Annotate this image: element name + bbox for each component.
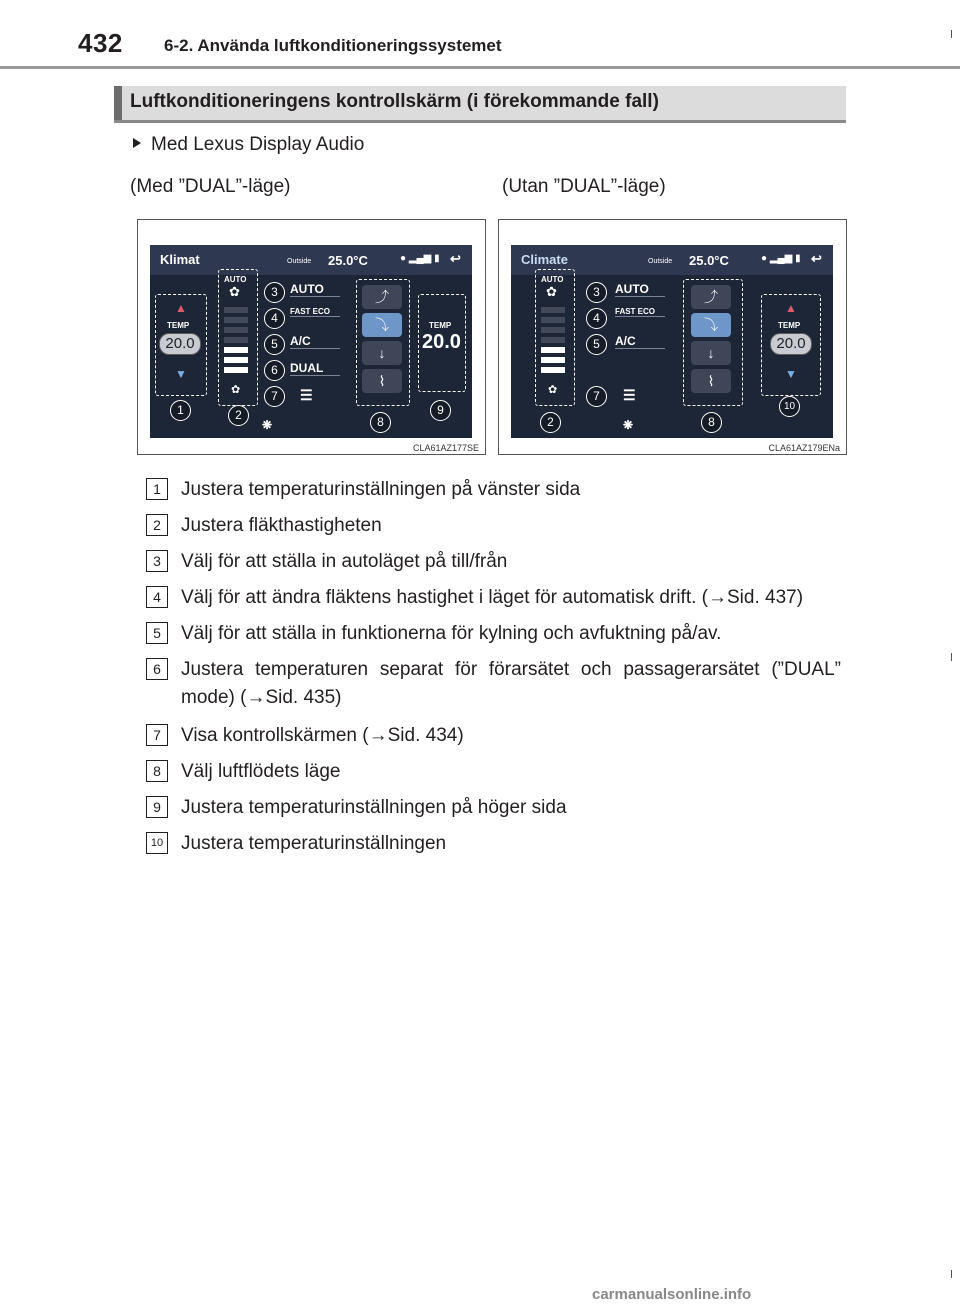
callout: 2 <box>228 405 249 426</box>
fast-eco-button[interactable]: FAST ECO <box>290 307 340 317</box>
screen-title: Climate <box>521 252 568 267</box>
temp-display: 20.0 <box>770 333 812 355</box>
ac-button[interactable]: A/C <box>615 334 665 349</box>
status-icons: ● ▂▄▆ ▮ <box>400 253 440 264</box>
vent-face-feet-icon[interactable]: ⤵ <box>362 313 402 337</box>
outside-temperature: 25.0°C <box>689 253 729 268</box>
status-icons: ● ▂▄▆ ▮ <box>761 253 801 264</box>
vent-face-feet-icon[interactable]: ⤵ <box>691 313 731 337</box>
temp-label: TEMP <box>778 321 801 330</box>
list-item-number: 2 <box>146 514 168 536</box>
callout: 4 <box>264 308 285 329</box>
callout: 8 <box>370 412 391 433</box>
list-item-text: Justera fläkthastigheten <box>181 515 382 536</box>
outside-label: Outside <box>648 258 673 265</box>
vent-face-icon[interactable]: ⤴ <box>362 285 402 309</box>
list-item-text: Välj luftflödets läge <box>181 761 341 782</box>
section-heading <box>114 86 846 123</box>
page-number: 432 <box>78 28 123 58</box>
callout: 9 <box>430 400 451 421</box>
vent-defrost-icon[interactable]: ⌇ <box>362 369 402 393</box>
figure-code: CLA61AZ177SE <box>412 443 479 453</box>
vent-feet-icon[interactable]: ↓ <box>691 341 731 365</box>
header-rule <box>0 66 960 69</box>
rear-defog-icon[interactable]: ❋ <box>262 418 273 432</box>
callout: 7 <box>264 386 285 407</box>
vent-feet-icon[interactable]: ↓ <box>362 341 402 365</box>
fan-level-bar <box>541 357 565 363</box>
temp-up-icon[interactable]: ▲ <box>785 301 797 315</box>
fast-eco-button[interactable]: FAST ECO <box>615 307 665 317</box>
fan-level-bar <box>224 367 248 373</box>
fan-level-bar <box>224 347 248 353</box>
callout: 3 <box>264 282 285 303</box>
outside-temperature: 25.0°C <box>328 253 368 268</box>
list-item-number: 3 <box>146 550 168 572</box>
auto-button[interactable]: AUTO <box>615 282 665 297</box>
fan-level-bars <box>535 305 573 385</box>
fan-small-icon: ✿ <box>548 384 558 396</box>
temp-up-icon[interactable]: ▲ <box>175 301 187 315</box>
section-heading-bar <box>114 86 122 120</box>
list-item-number: 5 <box>146 622 168 644</box>
callout: 1 <box>170 400 191 421</box>
vent-defrost-icon[interactable]: ⌇ <box>691 369 731 393</box>
watermark: carmanualsonline.info <box>592 1286 752 1303</box>
left-temp-display: 20.0 <box>159 333 201 355</box>
fan-level-bar <box>224 337 248 343</box>
fan-level-bar <box>541 327 565 333</box>
fan-auto-label: AUTO <box>224 275 247 284</box>
fan-level-bar <box>541 337 565 343</box>
figure-dual-mode <box>137 219 486 455</box>
fan-level-bar <box>224 357 248 363</box>
fan-level-bar <box>224 317 248 323</box>
climate-screen-no-dual <box>511 245 833 438</box>
list-item-number: 9 <box>146 796 168 818</box>
fan-level-bar <box>224 307 248 313</box>
fan-icon: ✿ <box>229 284 240 299</box>
callout: 5 <box>586 334 607 355</box>
list-item-number: 1 <box>146 478 168 500</box>
crop-mark <box>951 1270 952 1278</box>
list-item-number: 4 <box>146 586 168 608</box>
right-temp-display: 20.0 <box>422 331 461 353</box>
subheading-text: Med Lexus Display Audio <box>151 134 365 155</box>
right-temp-label: TEMP <box>429 321 452 330</box>
figure-no-dual-mode <box>498 219 847 455</box>
fan-icon: ✿ <box>546 284 557 299</box>
list-icon[interactable]: ☰ <box>300 387 313 403</box>
chapter-title: 6-2. Använda luftkonditioneringssystemet <box>164 36 502 55</box>
list-item-text: Välj för att ändra fläktens hastighet i läget för automatisk drift. (→Sid. 437) <box>181 587 804 608</box>
rear-defog-icon[interactable]: ❋ <box>623 418 634 432</box>
list-item-number: 10 <box>146 832 168 854</box>
list-item-number: 8 <box>146 760 168 782</box>
fan-small-icon: ✿ <box>231 384 241 396</box>
figure-code: CLA61AZ179ENa <box>768 443 840 453</box>
callout: 3 <box>586 282 607 303</box>
list-item-text: Justera temperaturen separat för förarsätet och passagerarsätet (”DUAL” mode) (→Sid. 435) <box>181 659 841 708</box>
callout: 10 <box>779 396 800 417</box>
list-item-number: 6 <box>146 658 168 680</box>
vent-face-icon[interactable]: ⤴ <box>691 285 731 309</box>
outside-label: Outside <box>287 258 312 265</box>
auto-button[interactable]: AUTO <box>290 282 340 297</box>
list-item-text: Visa kontrollskärmen (→Sid. 434) <box>181 725 464 746</box>
fan-level-bar <box>224 327 248 333</box>
fan-level-bar <box>541 347 565 353</box>
ac-button[interactable]: A/C <box>290 334 340 349</box>
section-title: Luftkonditioneringens kontrollskärm (i förekommande fall) <box>130 91 659 112</box>
fan-level-bar <box>541 307 565 313</box>
callout: 5 <box>264 334 285 355</box>
callout: 8 <box>701 412 722 433</box>
callout: 6 <box>264 360 285 381</box>
fan-level-bar <box>541 317 565 323</box>
list-item-text: Justera temperaturinställningen på vänster sida <box>181 479 581 500</box>
temp-down-icon[interactable]: ▼ <box>175 367 187 381</box>
callout: 2 <box>540 412 561 433</box>
dual-button[interactable]: DUAL <box>290 361 340 376</box>
screen-title: Klimat <box>160 252 200 267</box>
mode-label-left: (Med ”DUAL”-läge) <box>130 176 291 197</box>
page-header <box>0 0 960 70</box>
callout: 4 <box>586 308 607 329</box>
list-item-text: Välj för att ställa in autoläget på till/från <box>181 551 508 572</box>
crop-mark <box>951 653 952 661</box>
temp-down-icon[interactable]: ▼ <box>785 367 797 381</box>
subheading <box>133 134 364 156</box>
fan-auto-label: AUTO <box>541 275 564 284</box>
temp-label: TEMP <box>167 321 190 330</box>
back-icon[interactable]: ↩ <box>450 251 461 266</box>
fan-level-bar <box>541 367 565 373</box>
list-item-text: Justera temperaturinställningen <box>181 833 447 854</box>
list-item-text: Justera temperaturinställningen på höger sida <box>181 797 567 818</box>
fan-level-bars <box>218 305 256 385</box>
list-item-text: Välj för att ställa in funktionerna för kylning och avfuktning på/av. <box>181 623 722 644</box>
triangle-bullet-icon <box>133 138 141 148</box>
back-icon[interactable]: ↩ <box>811 251 822 266</box>
mode-label-right: (Utan ”DUAL”-läge) <box>502 176 666 197</box>
list-item-number: 7 <box>146 724 168 746</box>
climate-screen-dual <box>150 245 472 438</box>
list-icon[interactable]: ☰ <box>623 387 636 403</box>
crop-mark <box>951 30 952 38</box>
callout: 7 <box>586 386 607 407</box>
